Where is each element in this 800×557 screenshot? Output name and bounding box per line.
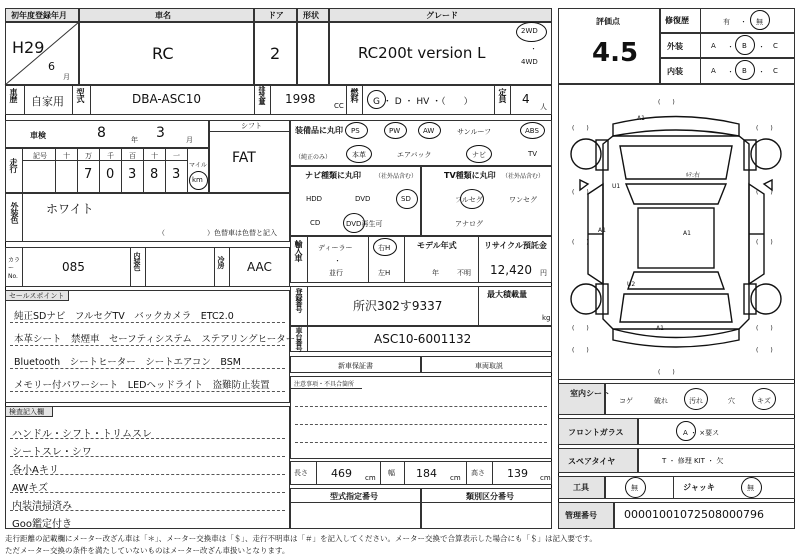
svg-text:( ): ( ) [658,369,675,376]
first-reg-year: H29 [12,38,45,57]
tools-value: 無 [631,484,638,492]
tools-label: 工具 [573,483,589,492]
footer-note-2: ただメーター交換の条件を満たしていないものはメーター改ざん車扱いとなります。 [5,546,290,555]
sales-point-line: メモリー付パワーシート LEDヘッドライト 盗難防止装置 [14,380,270,391]
color-value: ホワイト [46,202,94,216]
mgmt-number: 0000100107250800079​6 [624,508,764,521]
exterior-grade: B [742,42,747,50]
svg-text:( ): ( ) [756,189,773,196]
color-label: 外装色 [10,202,19,223]
capacity-value: 4 [522,92,530,106]
capacity-unit: 人 [540,103,547,111]
odometer-digit: 8 [150,167,159,182]
first-reg-month: 6 [48,60,55,73]
plate-label: 登録番号 [295,288,303,312]
model-year-label: モデル年式 [417,241,457,250]
height-value: 139 [507,467,528,480]
km-unit: km [192,176,203,184]
height-label: 高さ [471,469,485,477]
inspection-note: シートスレ・シワ [12,447,92,458]
svg-text:( ): ( ) [756,125,773,132]
capacity-label: 定員 [498,88,507,102]
inspection-year: 8 [97,125,106,141]
repair-value: 無 [756,18,763,26]
windshield-label: フロントガラス [568,428,624,437]
width-label: 幅 [388,469,395,477]
recycle-label: リサイクル預託金 [484,241,547,250]
drive-2wd: 2WD [521,27,538,35]
mgmt-label: 管理番号 [565,511,597,520]
color-no-label: カラーNo. [8,257,21,280]
tv-label: TV種類に丸印 [444,171,496,180]
model-value: DBA-ASC10 [132,92,201,106]
car-name-label: 車名 [155,11,171,20]
class-label: 類別区分番号 [466,492,514,501]
recycle-value: 12,420 [490,263,532,277]
fuel-options: G ・ D ・ HV ・（ ） [373,97,473,107]
damage-label: U2 [627,281,636,288]
equipment-label: 装備品に丸印 [295,126,343,135]
svg-text:( ): ( ) [572,347,589,354]
length-value: 469 [331,467,352,480]
navi-label: ナビ種類に丸印 [305,171,361,180]
repair-label: 修復歴 [665,16,689,25]
notes-label: 注意事項・不具合箇所 [294,381,355,388]
odometer-digit: 0 [106,167,115,182]
max-load-label: 最大積載量 [487,290,527,299]
damage-label: ﾙﾃ:右 [686,172,701,179]
import-label: 輸入車 [294,240,303,261]
ac-value: AAC [247,260,272,274]
chassis-value: ASC10-6001132 [374,332,472,346]
damage-label: U1 [612,183,621,190]
interior-color-label: 内装色 [133,252,141,270]
inspection-note: 各小Aキリ [12,465,59,476]
car-damage-diagram [558,84,795,380]
seat-label: 室内シート [570,389,610,398]
jack-value: 無 [747,484,754,492]
displacement-value: 1998 [285,92,316,106]
interior-label: 内装 [667,67,683,76]
svg-text:( ): ( ) [658,99,675,106]
warranty-label: 新車保証書 [338,362,373,370]
displacement-label: 排気量 [258,86,266,104]
svg-text:( ): ( ) [572,239,589,246]
first-reg-label: 初年度登録年月 [11,11,67,20]
svg-text:( ): ( ) [756,325,773,332]
shift-value: FAT [232,150,256,166]
inspection-note: ハンドル・シフト・トリムスレ [12,429,152,440]
damage-label: A1 [683,230,691,237]
jack-label: ジャッキ [683,483,715,492]
car-name-value: RC [152,44,174,63]
seat-condition: キズ [757,397,771,405]
chassis-label: 車台番号 [295,327,303,351]
month-unit: 月 [63,73,70,81]
svg-text:( ): ( ) [756,239,773,246]
grade-value: RC200t version L [358,44,486,62]
doors-value: 2 [270,44,281,63]
footer-note-1: 走行距離の記載欄にメーター改ざん車は「＊」、メーター交換車は「＄」、走行不明車は「＃」を記入してください。メーター交換で合算表示した場合にも「＄」は記入要です。 [5,534,597,543]
inspection-label: 車検 [30,131,46,140]
spare-tire-options: T ・ 修理 KIT ・ 欠 [662,457,724,465]
fuel-label: 燃料 [350,88,359,102]
door-label: ドア [268,11,284,20]
windshield-value: A ・ ×要ス [683,429,720,437]
color-change-note: （ ）色替車は色替と記入 [158,229,277,237]
damage-label: A1 [598,227,606,234]
damage-label: A1 [637,115,645,122]
inspection-notes-label: 検査記入欄 [9,408,44,416]
sales-point-line: Bluetooth シートヒーター シートエアコン BSM [14,357,241,368]
shape-label: 形状 [303,11,319,20]
inspection-note: Goo鑑定付き [12,519,72,530]
model-label: 型式 [76,88,85,102]
svg-text:( ): ( ) [756,347,773,354]
mileage-label: 走行 [9,158,18,172]
cc-unit: CC [334,102,344,110]
manual-label: 車両取説 [475,362,503,370]
shift-label: シフト [241,122,262,130]
drive-4wd: 4WD [521,58,538,66]
svg-text:( ): ( ) [572,189,589,196]
svg-text:( ): ( ) [572,325,589,332]
svg-text:( ): ( ) [572,125,589,132]
spare-tire-label: スペアタイヤ [568,457,616,466]
score-label: 評価点 [596,17,620,26]
grade-label: グレード [426,11,458,20]
plate-value: 所沢302す9337 [353,299,443,313]
ac-label: 冷房 [217,256,225,268]
exterior-label: 外装 [667,42,683,51]
width-value: 184 [416,467,437,480]
usage-value: 自家用 [31,95,64,108]
sales-points-label: セールスポイント [9,292,65,300]
seat-condition: 汚れ [689,397,703,405]
usage-label: 車歴 [9,88,18,102]
inspection-note: 内装清掃済み [12,501,72,512]
inspection-month: 3 [156,125,165,141]
score-value: 4.5 [592,38,639,68]
odometer-digit: 7 [84,167,93,182]
length-label: 長さ [294,469,308,477]
sales-point-line: 純正SDナビ フルセグTV バックカメラ ETC2.0 [14,311,234,322]
inspection-note: AWキズ [12,483,48,494]
odometer-digit: 3 [128,167,137,182]
odometer-digit: 3 [172,167,181,182]
type-cert-label: 型式指定番号 [330,492,378,501]
sales-point-line: 本革シート 禁煙車 セーフティシステム ステアリングヒーター [14,334,296,345]
interior-grade: B [742,67,747,75]
damage-label: A1 [656,325,664,332]
color-no-value: 085 [62,260,85,274]
